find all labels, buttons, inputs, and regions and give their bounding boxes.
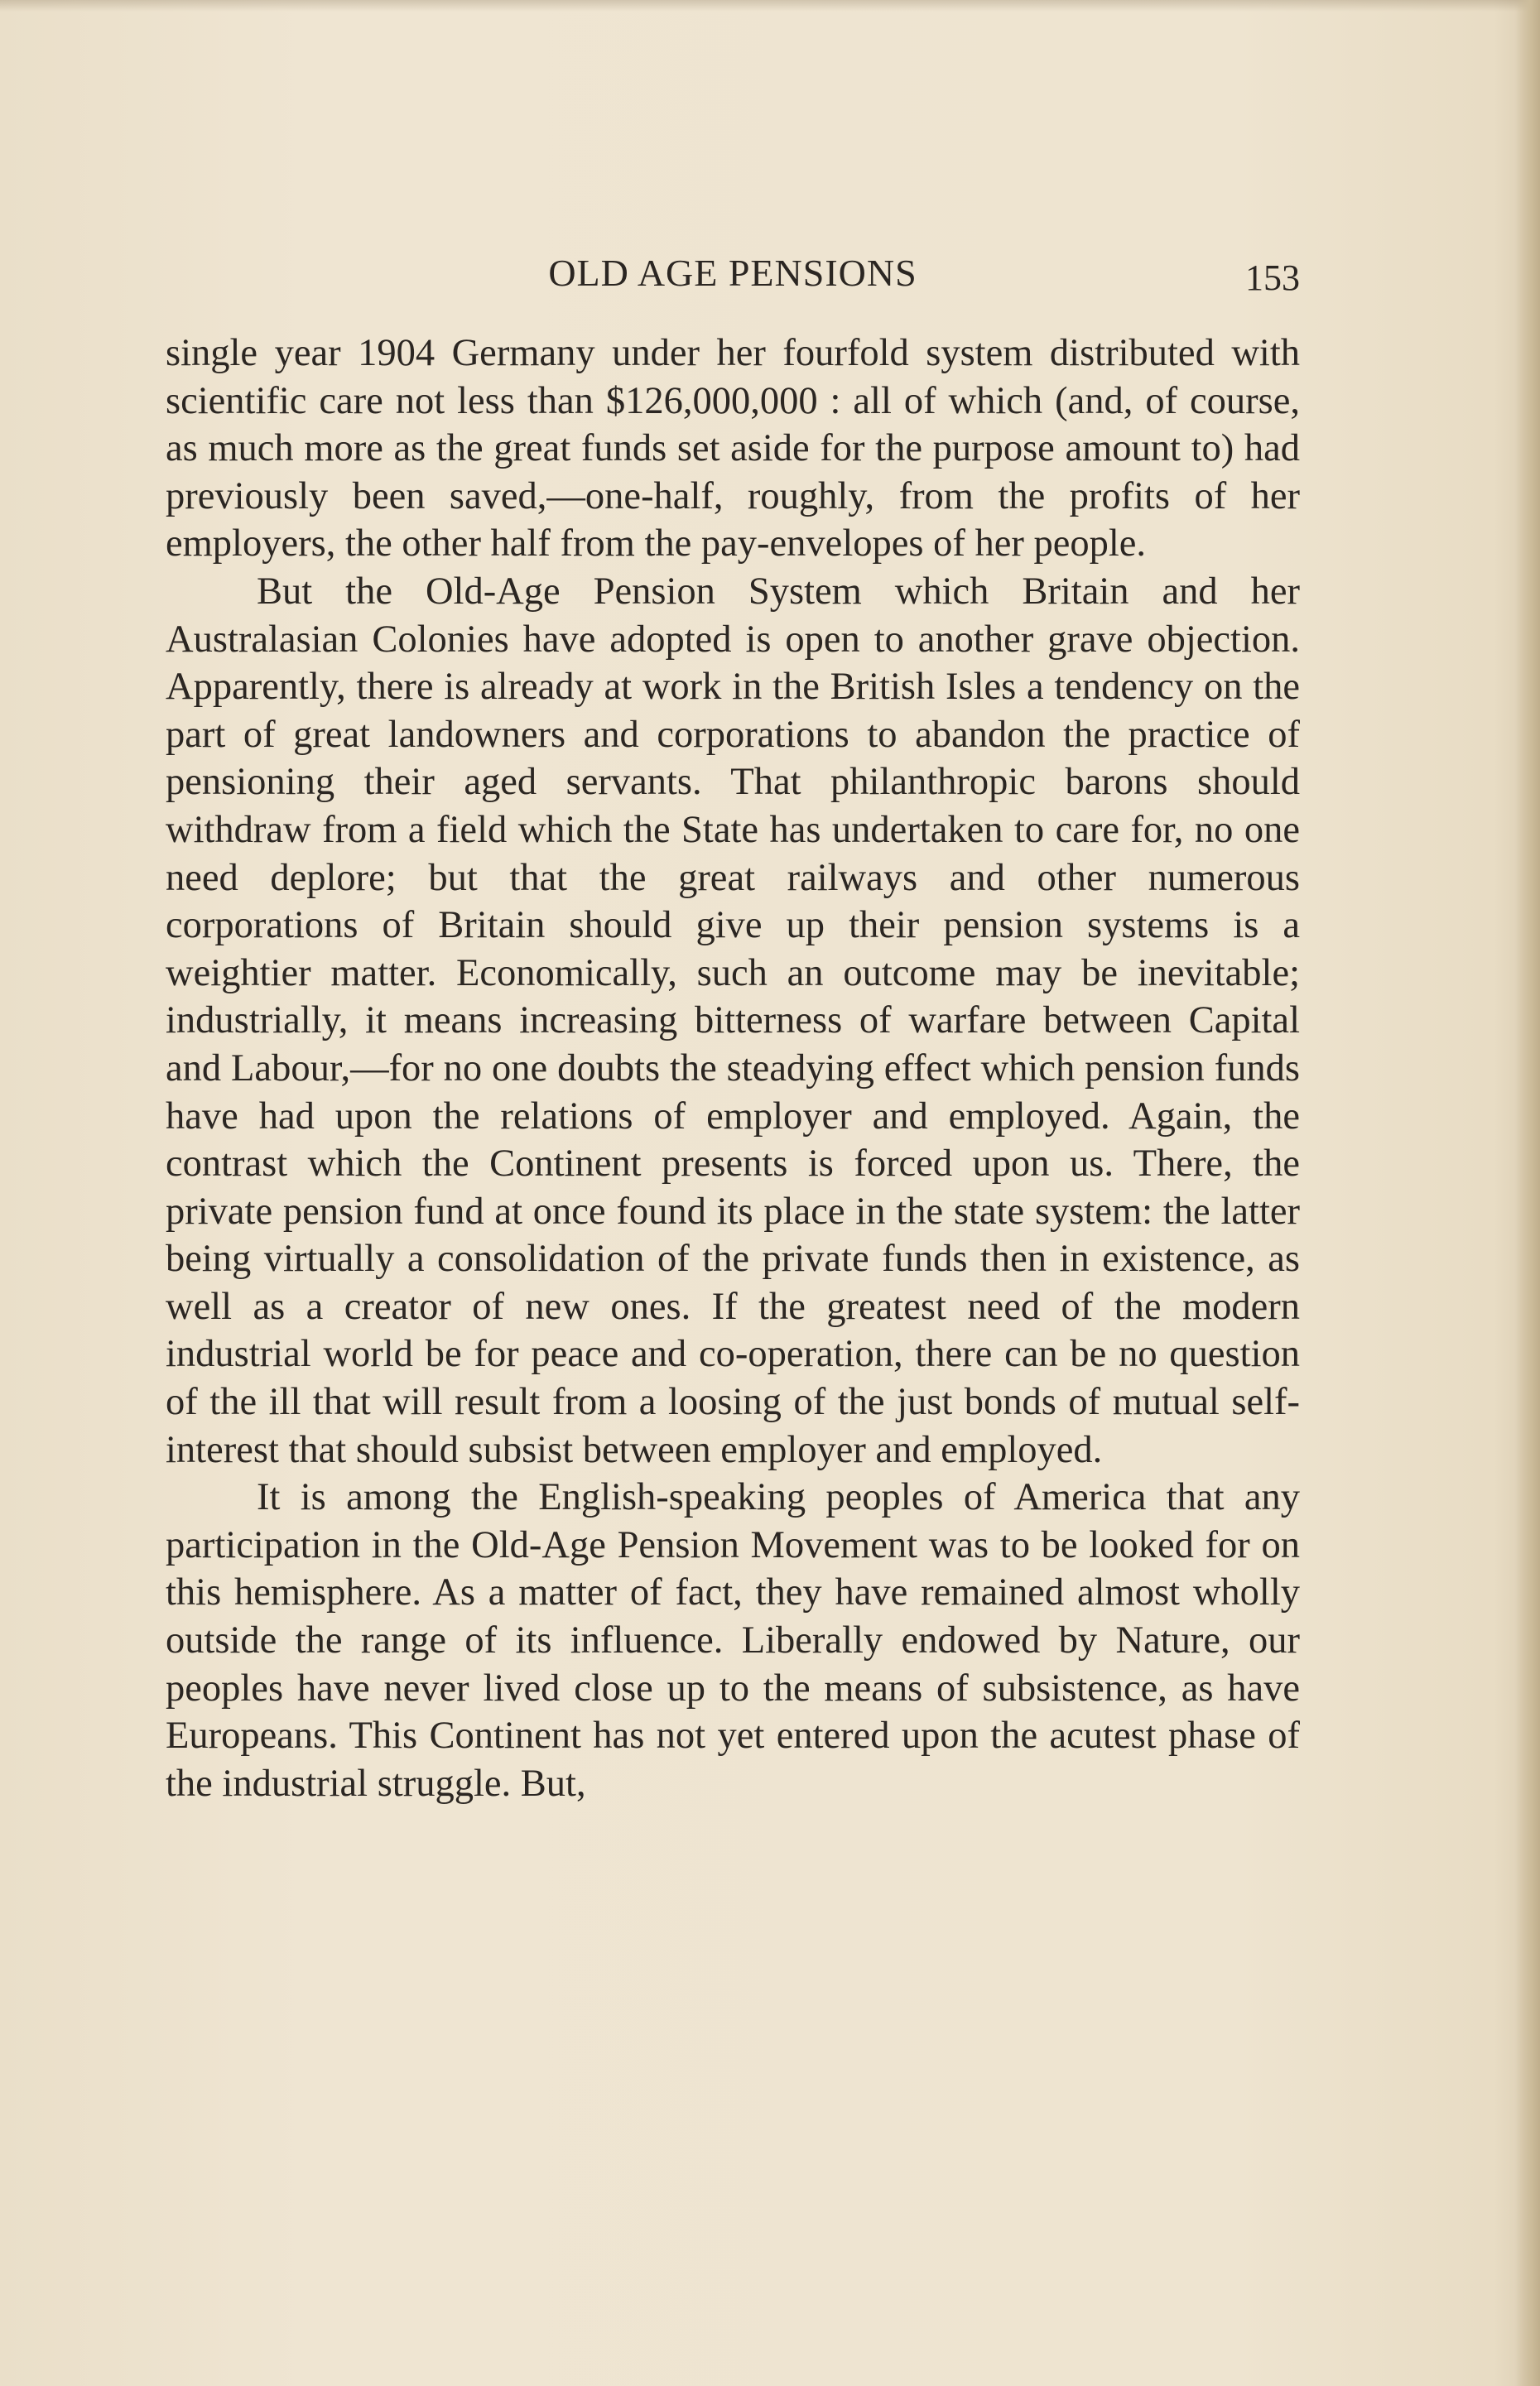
page-edge (1515, 0, 1540, 2386)
paragraph: It is among the English-speaking peoples of America that any participation in the Old-Age Pension Movement was to be looked for on this hemisphere. As a matter of fact, they have remained almost wholly outside the range of its influence. Liberally endowed by Nature, our peoples have never lived close up to the means of subsistence, as have Europeans. This Continent has not yet entered upon the acutest phase of the industrial struggle. But, (166, 1476, 1300, 1805)
page-top-shadow (0, 0, 1540, 12)
running-head-title: OLD AGE PENSIONS (548, 252, 917, 294)
paragraph-continued: single year 1904 Germany under her fourfold system distributed with scientific care not less than $126,000,000 : all of which (and, of course, as much more as the great funds set aside for the purpose amount to) had previously been saved,—one-half, roughly, from the profits of her employers, the other half from the pay-envelopes of her people. (166, 332, 1300, 565)
paragraph: But the Old-Age Pension System which Britain and her Australasian Colonies have adopted is open to another grave objection. Apparently, there is already at work in the British Isles a tendency on the part of great landowners and corporations to abandon the practice of pensioning their aged servants. That philanthropic barons should withdraw from a field which the State has undertaken to care for, no one need deplore; but that the great railways and other numerous corporations of Britain should give up their pension systems is a weightier matter. Economically, such an outcome may be inevitable; industrially, it means increasing bitterness of warfare between Capital and Labour,—for no one doubts the steadying effect which pension funds have had upon the relations of employer and employed. Again, the contrast which the Continent presents is forced upon us. There, the private pension fund at once found its place in the state system: the latter being virtually a consolidation of the private funds then in existence, as well as a creator of new ones. If the greatest need of the modern industrial world be for peace and co-operation, there can be no question of the ill that will result from a loosing of the just bonds of mutual self-interest that should subsist between employer and employed. (166, 570, 1300, 1471)
body-text (166, 330, 1300, 1807)
running-head (166, 248, 1300, 298)
page-number: 153 (1245, 257, 1300, 298)
